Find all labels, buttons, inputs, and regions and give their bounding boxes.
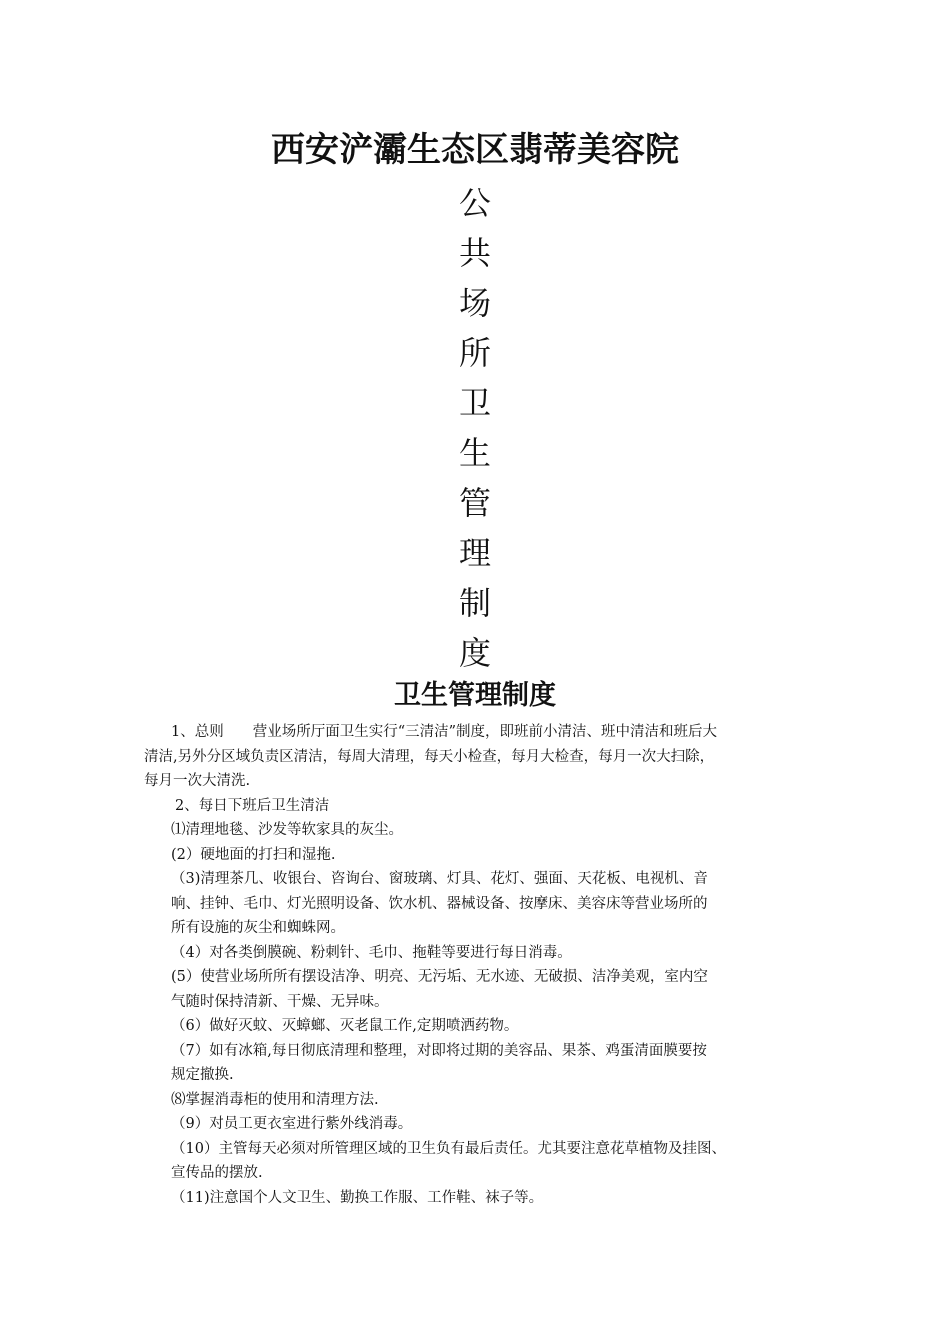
vertical-title-char: 共 bbox=[458, 234, 491, 272]
body-line-item: (5）使营业场所所有摆设洁净、明亮、无污垢、无水迹、无破损、洁净美观，室内空 bbox=[171, 969, 708, 985]
body-line-item: ⑻掌握消毒柜的使用和清理方法. bbox=[171, 1091, 379, 1108]
vertical-title-char: 卫 bbox=[458, 384, 491, 422]
body-line-item: 宣传品的摆放. bbox=[171, 1165, 263, 1181]
body-line-item: （4）对各类倒膜碗、粉刺针、毛巾、拖鞋等要进行每日消毒。 bbox=[171, 944, 572, 961]
body-line-item: （6）做好灭蚊、灭蟑螂、灭老鼠工作,定期喷洒药物。 bbox=[171, 1018, 519, 1034]
vertical-title-char: 理 bbox=[458, 534, 491, 572]
body-line-item: 规定撤换. bbox=[171, 1067, 234, 1083]
body-line-item: （10）主管每天必须对所管理区域的卫生负有最后责任。尤其要注意花草植物及挂图、 bbox=[171, 1140, 726, 1157]
body-line: 每月一次大清洗. bbox=[144, 773, 251, 789]
body-line-item: （11)注意国个人文卫生、勤换工作服、工作鞋、袜子等。 bbox=[171, 1189, 544, 1206]
body-line-item: ⑴清理地毯、沙发等软家具的灰尘。 bbox=[171, 822, 403, 838]
body-line-item: 所有设施的灰尘和蜘蛛网。 bbox=[171, 920, 345, 936]
body-line-daily-cleaning-heading: 2、每日下班后卫生清洁 bbox=[175, 797, 330, 814]
vertical-title-char: 制 bbox=[458, 584, 491, 622]
section-title: 卫生管理制度 bbox=[394, 680, 556, 711]
vertical-title-char: 度 bbox=[458, 634, 491, 672]
vertical-title-char: 管 bbox=[458, 484, 491, 522]
body-line: 清洁,另外分区域负责区清洁，每周大清理，每天小检查，每月大检查，每月一次大扫除， bbox=[144, 748, 715, 765]
body-line-item: （7）如有冰箱,每日彻底清理和整理，对即将过期的美容品、果茶、鸡蛋清面膜要按 bbox=[171, 1042, 707, 1059]
vertical-title-char: 场 bbox=[458, 284, 491, 322]
vertical-title-char: 所 bbox=[458, 334, 491, 372]
body-line-item: 响、挂钟、毛巾、灯光照明设备、饮水机、器械设备、按摩床、美容床等营业场所的 bbox=[171, 895, 708, 912]
organization-title: 西安浐灞生态区翡蒂美容院 bbox=[271, 130, 679, 170]
body-line-general-rule: 1、总则 营业场所厅面卫生实行“三清洁”制度，即班前小清洁、班中清洁和班后大 bbox=[171, 724, 718, 740]
body-line-item: （9）对员工更衣室进行紫外线消毒。 bbox=[171, 1116, 413, 1132]
vertical-document-title bbox=[0, 178, 950, 678]
body-line-item: （3)清理茶几、收银台、咨询台、窗玻璃、灯具、花灯、强面、天花板、电视机、音 bbox=[171, 871, 708, 887]
vertical-title-char: 公 bbox=[458, 184, 491, 222]
regulation-body bbox=[144, 720, 814, 1210]
body-line-item: 气随时保持清新、干燥、无异味。 bbox=[171, 993, 389, 1010]
body-line-item: (2）硬地面的打扫和湿拖. bbox=[171, 846, 336, 863]
vertical-title-char: 生 bbox=[458, 434, 491, 472]
